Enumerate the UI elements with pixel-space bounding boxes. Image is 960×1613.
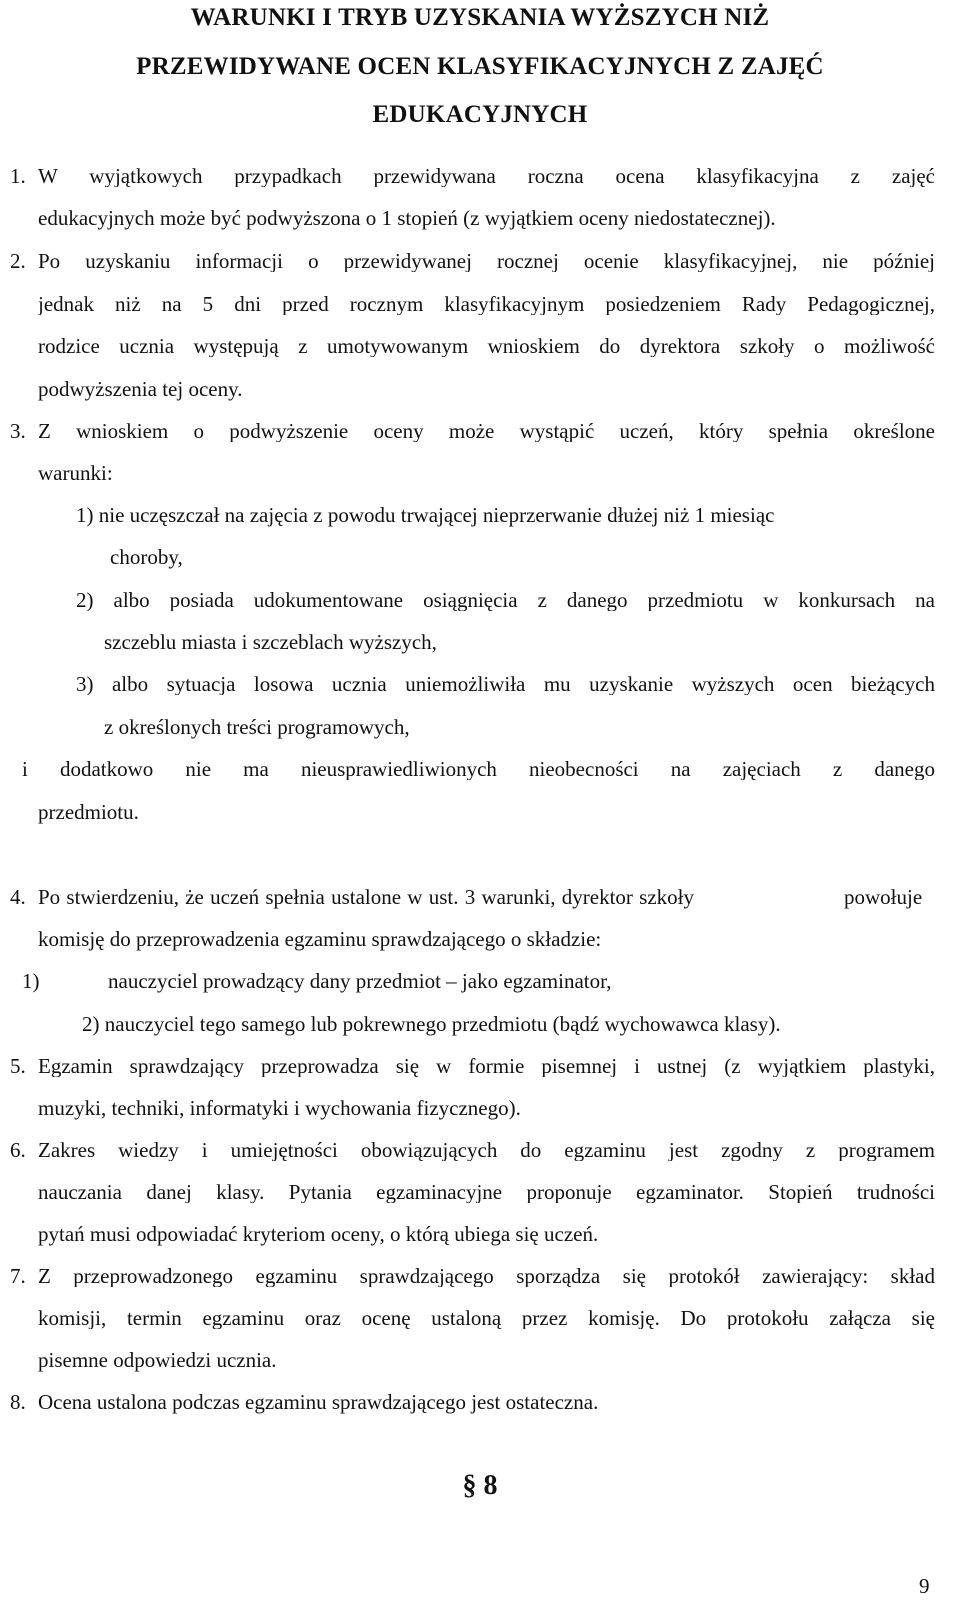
p8-line-1: Ocena ustalona podczas egzaminu sprawdzającego jest ostateczna. (38, 1390, 599, 1414)
p3-tail-line-2: przedmiotu. (38, 800, 139, 824)
p3-subitem-2-line-2: szczeblu miasta i szczeblach wyższych, (104, 630, 437, 654)
p3-subitem-1-line-1: 1) nie uczęszczał na zajęcia z powodu trwającej nieprzerwanie dłużej niż 1 miesiąc (76, 503, 775, 527)
item-number-5: 5. (10, 1054, 26, 1078)
p6-line-3: pytań musi odpowiadać kryteriom oceny, o którą ubiega się uczeń. (38, 1222, 599, 1246)
p4-line-1-end: powołuje (844, 885, 923, 909)
p1-line-1: W wyjątkowych przypadkach przewidywana roczna ocena klasyfikacyjna z zajęć (38, 166, 935, 187)
p2-line-2: jednak niż na 5 dni przed rocznym klasyfikacyjnym posiedzeniem Rady Pedagogicznej, (38, 294, 935, 315)
p4-line-2: komisję do przeprowadzenia egzaminu sprawdzającego o składzie: (38, 927, 602, 951)
title-line-2: PRZEWIDYWANE OCEN KLASYFIKACYJNYCH Z ZAJĘĆ (136, 53, 824, 80)
p3-line-2: warunki: (38, 461, 113, 485)
item-number-1: 1. (10, 164, 26, 188)
p3-tail-line-1: i dodatkowo nie ma nieusprawiedliwionych nieobecności na zajęciach z danego (22, 759, 935, 780)
p7-line-1: Z przeprowadzonego egzaminu sprawdzającego sporządza się protokół zawierający: skład (38, 1266, 935, 1287)
p4-line-1: Po stwierdzeniu, że uczeń spełnia ustalone w ust. 3 warunki, dyrektor szkoły (38, 885, 695, 909)
p7-line-3: pisemne odpowiedzi ucznia. (38, 1348, 277, 1372)
p3-subitem-2-line-1: 2) albo posiada udokumentowane osiągnięcia z danego przedmiotu w konkursach na (76, 590, 935, 611)
p6-line-2: nauczania danej klasy. Pytania egzaminacyjne proponuje egzaminator. Stopień trudności (38, 1182, 935, 1203)
p3-subitem-3-line-1: 3) albo sytuacja losowa ucznia uniemożliwiła mu uzyskanie wyższych ocen bieżących (76, 674, 935, 695)
p2-line-4: podwyższenia tej oceny. (38, 377, 243, 401)
p3-subitem-3-line-2: z określonych treści programowych, (104, 715, 410, 739)
p5-line-2: muzyki, techniki, informatyki i wychowania fizycznego). (38, 1096, 521, 1120)
p3-subitem-1-line-2: choroby, (110, 545, 183, 569)
title-line-1: WARUNKI I TRYB UZYSKANIA WYŻSZYCH NIŻ (190, 4, 770, 31)
item-number-7: 7. (10, 1264, 26, 1288)
p5-line-1: Egzamin sprawdzający przeprowadza się w formie pisemnej i ustnej (z wyjątkiem plastyki, (38, 1056, 935, 1077)
item-number-2: 2. (10, 249, 26, 273)
p3-line-1: Z wnioskiem o podwyższenie oceny może wystąpić uczeń, który spełnia określone (38, 421, 935, 442)
p2-line-1: Po uzyskaniu informacji o przewidywanej rocznej ocenie klasyfikacyjnej, nie później (38, 251, 935, 272)
title-line-3: EDUKACYJNYCH (372, 101, 588, 128)
p4-subitem-1-number: 1) (22, 969, 40, 993)
item-number-3: 3. (10, 419, 26, 443)
item-number-4: 4. (10, 885, 26, 909)
item-number-8: 8. (10, 1390, 26, 1414)
p4-subitem-1: nauczyciel prowadzący dany przedmiot – jako egzaminator, (108, 969, 612, 993)
p2-line-3: rodzice ucznia występują z umotywowanym wnioskiem do dyrektora szkoły o możliwość (38, 336, 935, 357)
p1-line-2: edukacyjnych może być podwyższona o 1 stopień (z wyjątkiem oceny niedostatecznej). (38, 206, 776, 230)
p6-line-1: Zakres wiedzy i umiejętności obowiązujących do egzaminu jest zgodny z programem (38, 1140, 935, 1161)
section-mark: § 8 (462, 1470, 498, 1501)
page-number: 9 (919, 1574, 930, 1598)
p7-line-2: komisji, termin egzaminu oraz ocenę ustaloną przez komisję. Do protokołu załącza się (38, 1308, 935, 1329)
p4-subitem-2: 2) nauczyciel tego samego lub pokrewnego przedmiotu (bądź wychowawca klasy). (82, 1012, 781, 1036)
item-number-6: 6. (10, 1138, 26, 1162)
